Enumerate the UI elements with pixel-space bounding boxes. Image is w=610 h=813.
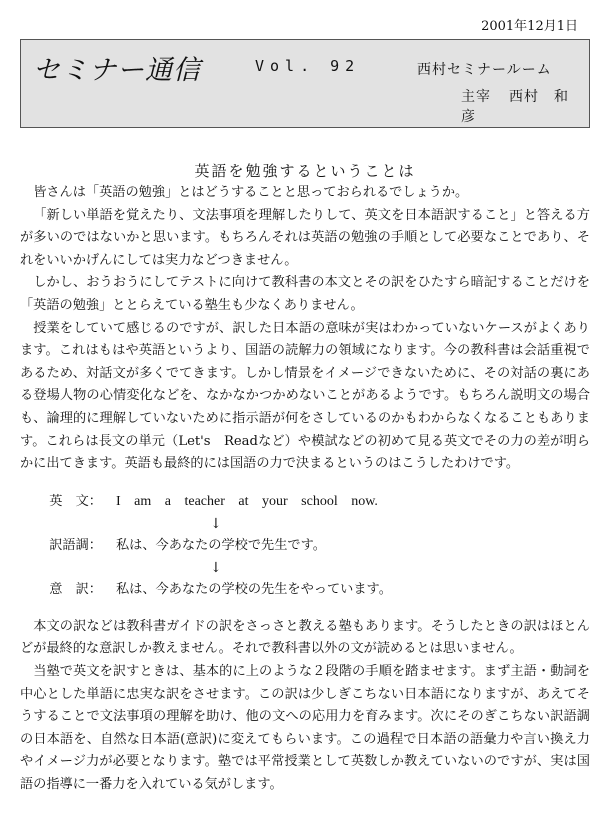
example-free-row xyxy=(20,578,590,602)
down-arrow-icon: ↓ xyxy=(210,559,222,576)
paragraph: 「新しい単語を覚えたり、文法事項を理解したりして、英文を日本語訳すること」と答える方が多いのではないかと思います。もちろんそれは英語の勉強の手順として必要なことであり、それをいいかげんにしては実力などつきません。 xyxy=(20,207,590,268)
down-arrow-icon: ↓ xyxy=(210,515,222,532)
example-literal-row xyxy=(20,534,590,558)
host-name: 西村 和彦 xyxy=(461,89,569,125)
example-label: 意 訳： xyxy=(49,581,102,597)
example-english-row xyxy=(20,490,590,514)
newsletter-header xyxy=(20,39,590,128)
paragraph: 皆さんは「英語の勉強」とはどうすることと思っておられるでしょうか。 xyxy=(33,185,469,200)
issue-date: 2001年12月1日 xyxy=(481,19,578,34)
article-body xyxy=(20,182,590,796)
newsletter-title: セミナー通信 xyxy=(33,55,201,86)
example-label: 訳語調： xyxy=(49,537,102,553)
example-free-text: 私は、今あなたの学校の先生をやっています。 xyxy=(116,581,392,597)
article-title: 英語を勉強するということは xyxy=(194,162,416,180)
paragraph: 授業をしていて感じるのですが、訳した日本語の意味が実はわかっていないケースがよくあります。これはもはや英語というより、国語の読解力の領域になります。今の教科書は会話重視であるため、対話文が多くでてきます。しかし情景をイメージできないために、その対話の裏にある登場人物の心情変化などを、なかなかつかめないことがあるようです。もちろん説明文の場合も、論理的に理解していないために指示語が何をさしているのかもわからなくなることもあります。これらは長文の単元（Let's Readなど）や模試などの初めて見る英文でその力の差が明らかに出てきます。英語も最終的には国語の力で決まるというのはこうしたわけです。 xyxy=(20,320,590,472)
translation-examples xyxy=(20,490,590,602)
paragraph: 本文の訳などは教科書ガイドの訳をさっさと教える塾もあります。そうしたときの訳はほとんどが最終的な意訳しか教えません。それで教科書以外の文が読めるとは思いません。 xyxy=(20,618,590,657)
volume-number: Vol. 92 xyxy=(255,57,361,75)
paragraph: しかし、おうおうにしてテストに向けて教科書の本文とその訳をひたすら暗記することだけを「英語の勉強」ととらえている塾生も少なくありません。 xyxy=(20,275,590,313)
example-literal-text: 私は、今あなたの学校で先生です。 xyxy=(116,537,326,553)
host-line xyxy=(461,86,589,126)
example-label: 英 文： xyxy=(49,493,102,509)
host-role: 主宰 xyxy=(461,89,491,105)
paragraph: 当塾で英文を訳すときは、基本的に上のような２段階の手順を踏ませます。まず主語・動詞を中心とした単語に忠実な訳をさせます。この訳は少しぎこちない日本語になりますが、あえてそうすることで文法事項の理解を助け、他の文への応用力を育みます。次にそのぎこちない訳語調の日本語を、自然な日本語(意訳)に変えてもらいます。この過程で日本語の語彙力や言い換え力やイメージ力が必要となります。塾では平常授業として英数しか教えていないのですが、実は国語の指導に一番力を入れている気がします。 xyxy=(20,663,590,792)
organization-name: 西村セミナールーム xyxy=(417,62,552,78)
example-english-text: I am a teacher at your school now. xyxy=(116,493,378,509)
